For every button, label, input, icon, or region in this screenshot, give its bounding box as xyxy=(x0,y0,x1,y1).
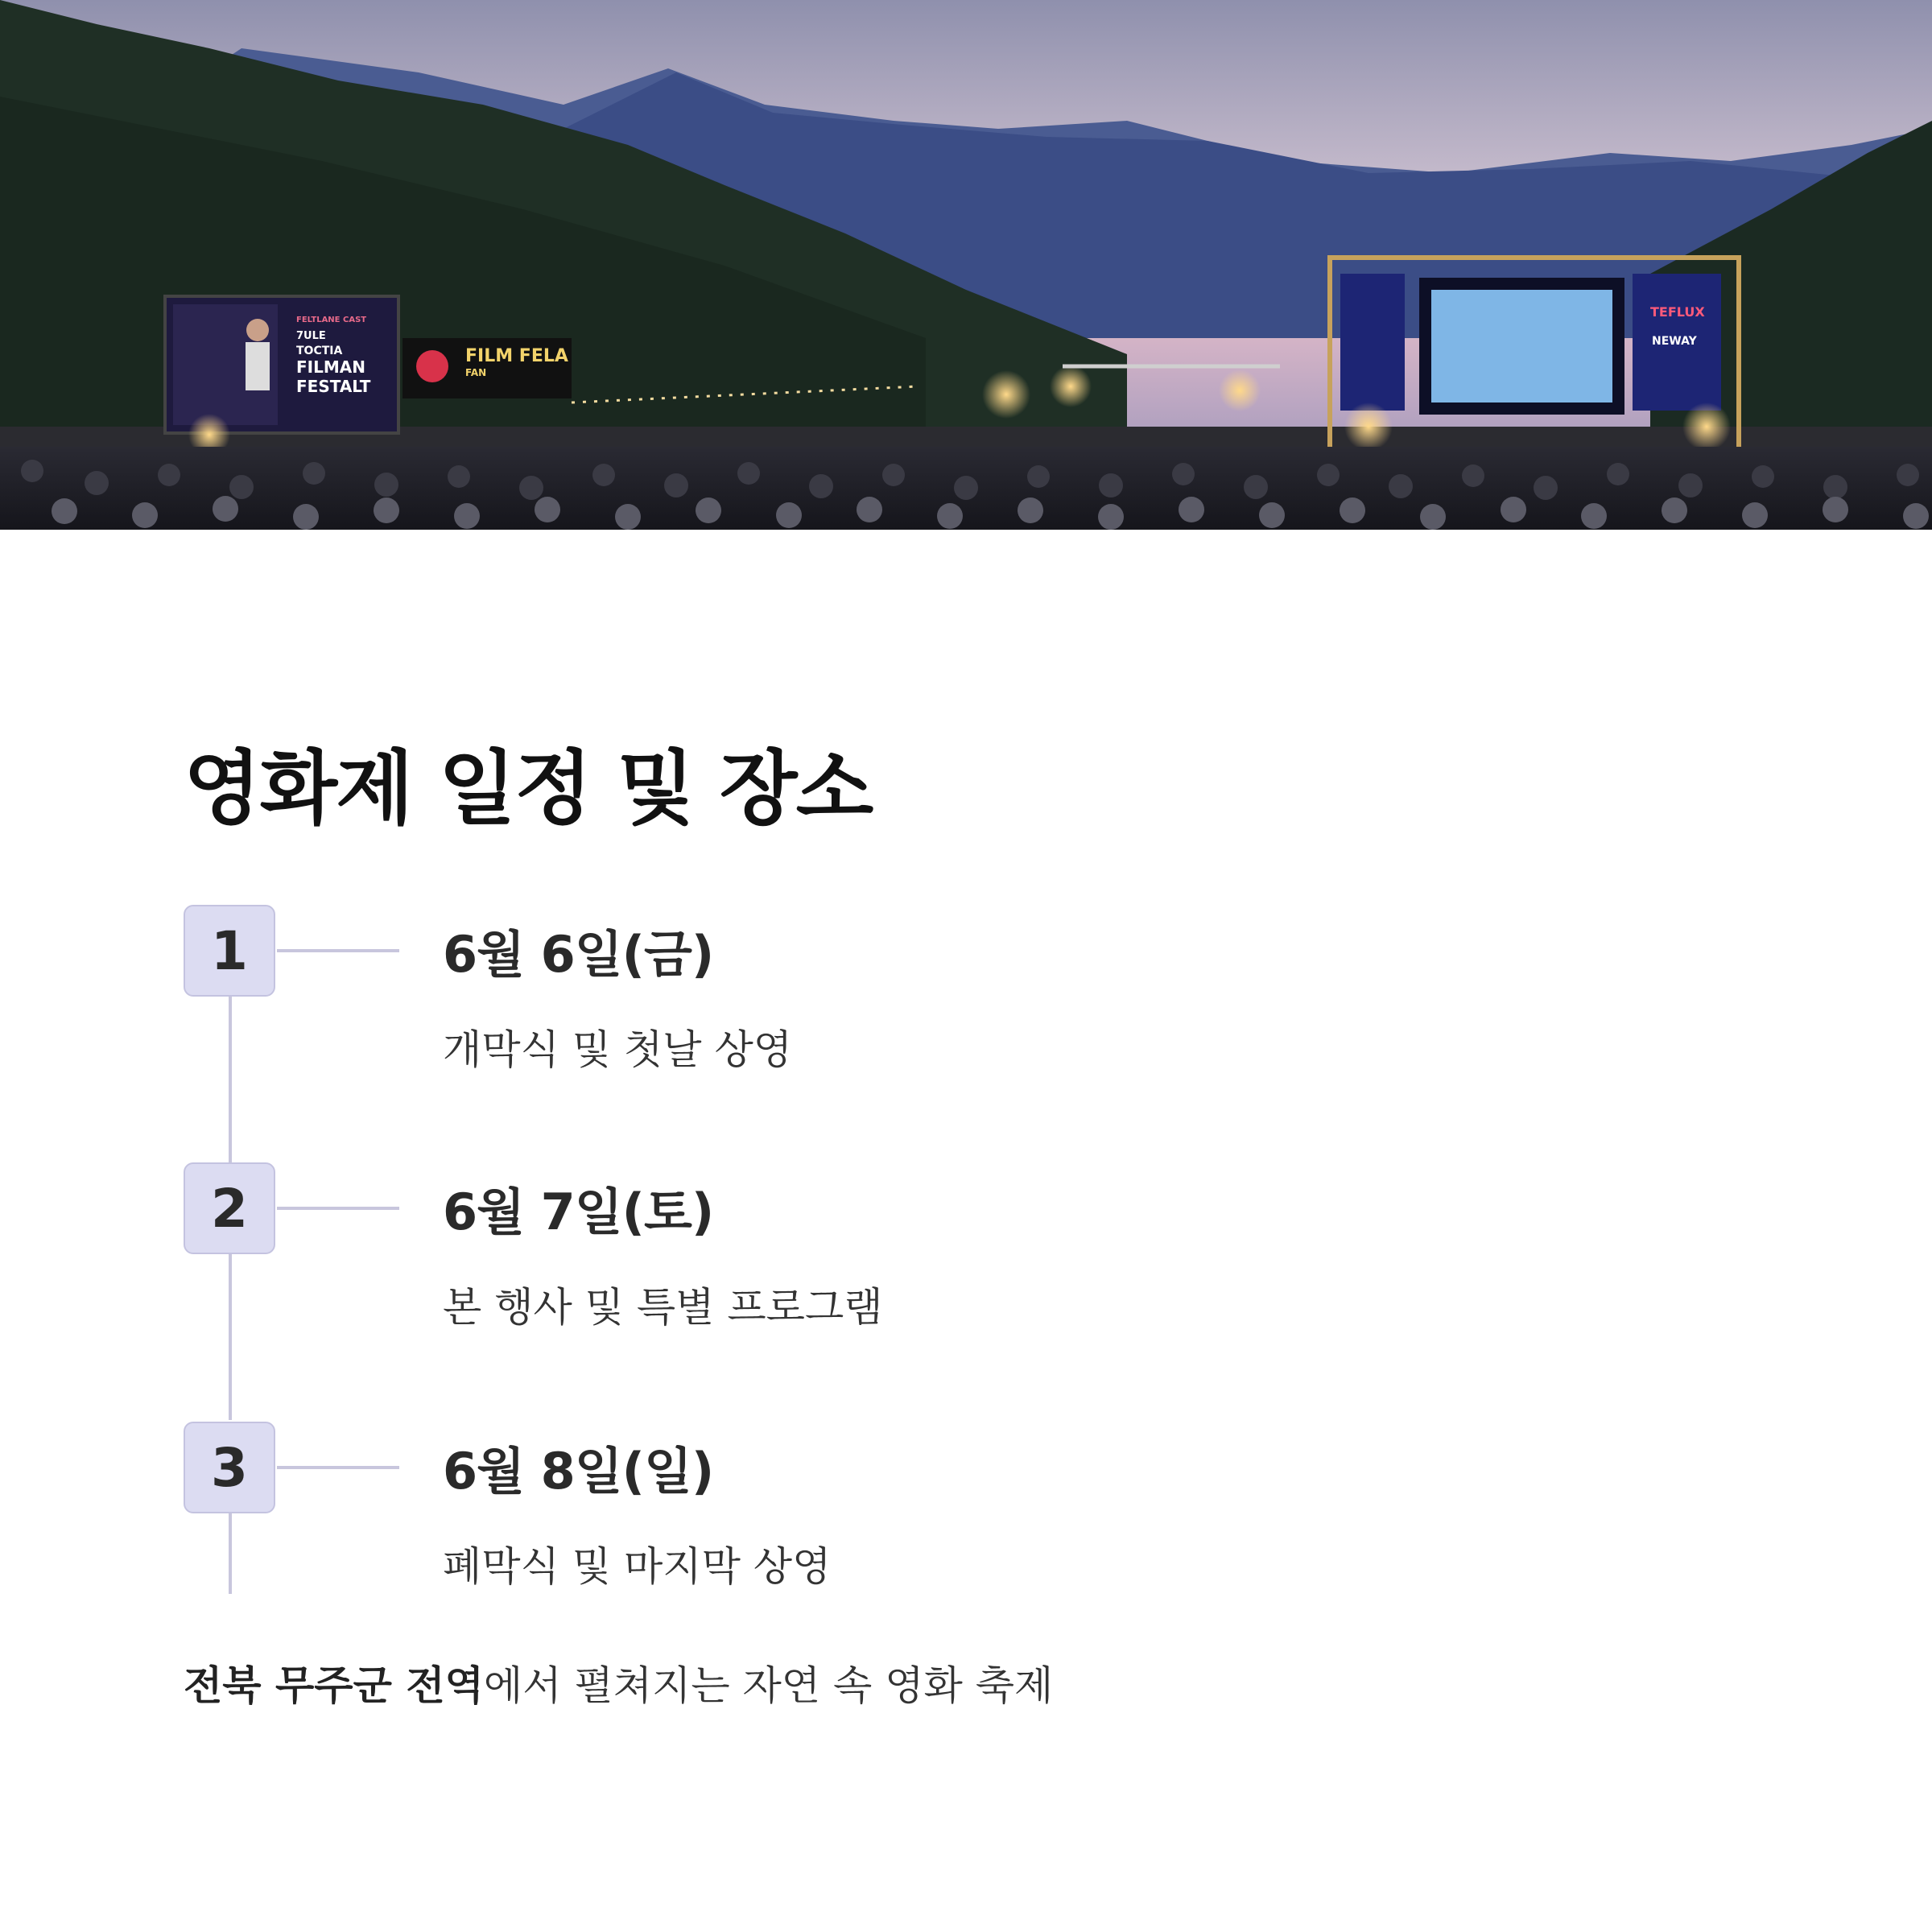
step-date: 6월 8일(일) xyxy=(443,1442,714,1501)
location-statement xyxy=(184,1653,1053,1711)
step-connector-line xyxy=(277,1207,399,1210)
location-description: 에서 펼쳐지는 자연 속 영화 축제 xyxy=(483,1662,1054,1709)
left-screen-text-3: TOCTIA xyxy=(296,345,343,357)
location-name: 전북 무주군 전역 xyxy=(184,1662,484,1709)
step-date: 6월 6일(금) xyxy=(443,925,714,984)
hero-festival-photo xyxy=(0,0,1932,530)
step-description: 본 행사 및 특별 프로그램 xyxy=(443,1284,883,1331)
page-title: 영화제 일정 및 장소 xyxy=(184,741,873,836)
step-description: 폐막식 및 마지막 상영 xyxy=(443,1543,832,1590)
step-number-badge: 1 xyxy=(184,905,275,997)
schedule-step-2 xyxy=(184,1162,1391,1348)
right-screen-text-1: TEFLUX xyxy=(1650,304,1705,320)
step-description: 개막식 및 첫날 상영 xyxy=(443,1026,793,1073)
left-screen-text-5: FESTALT xyxy=(296,377,371,396)
hero-landscape-illustration xyxy=(0,0,1932,530)
step-number-badge: 3 xyxy=(184,1422,275,1513)
step-date: 6월 7일(토) xyxy=(443,1183,714,1241)
left-screen-text-4: FILMAN xyxy=(296,357,365,377)
schedule-step-3 xyxy=(184,1422,1391,1607)
sign-title-text: FILM FELA xyxy=(465,346,568,366)
right-screen-text-2: NEWAY xyxy=(1652,335,1697,348)
left-screen-text-1: FELTLANE CAST xyxy=(296,316,367,324)
step-number-badge: 2 xyxy=(184,1162,275,1254)
step-connector-line xyxy=(277,1466,399,1469)
step-connector-line xyxy=(277,949,399,952)
schedule-timeline xyxy=(184,905,1391,1597)
left-screen-text-2: 7ULE xyxy=(296,330,326,342)
schedule-step-1 xyxy=(184,905,1391,1090)
sign-subtitle-text: FAN xyxy=(465,367,487,378)
